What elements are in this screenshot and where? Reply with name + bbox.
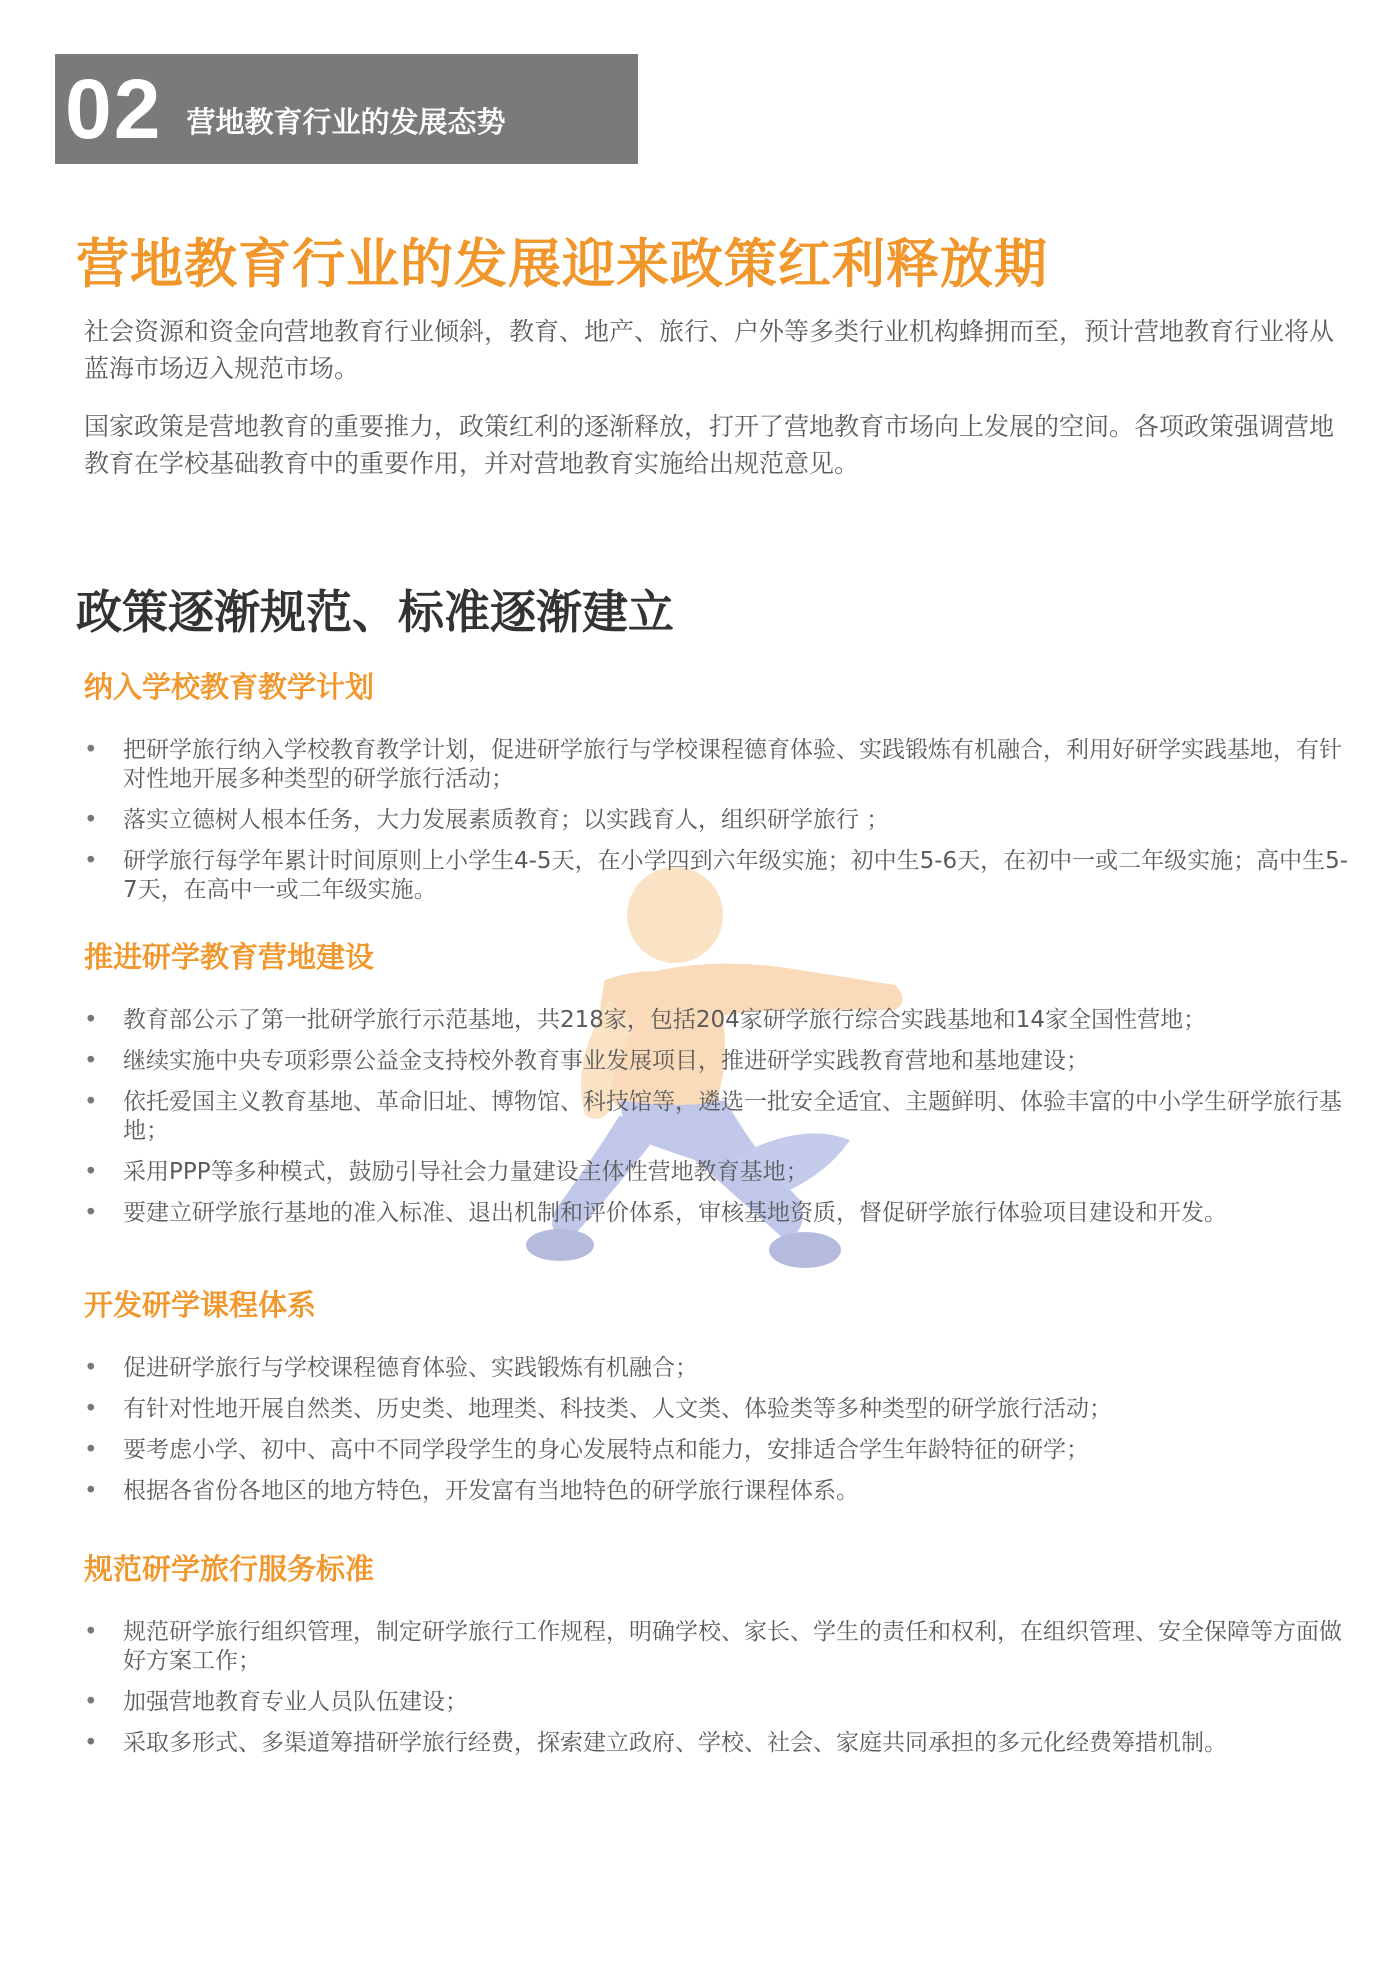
policy-list [84,736,1349,905]
list-item: • 落实立德树人根本任务，大力发展素质教育；以实践育人，组织研学旅行 ； [84,807,890,833]
bullet-icon: • [84,1689,98,1715]
bullet-icon: • [84,1089,98,1115]
bullet-icon: • [84,848,98,874]
section-header-bar [55,54,638,164]
policy-list [84,1354,1349,1506]
list-item: • 要建立研学旅行基地的准入标准、退出机制和评价体系，审核基地资质，督促研学旅行体验项目建设和开发。 [84,1200,1227,1226]
list-item: • 规范研学旅行组织管理，制定研学旅行工作规程，明确学校、家长、学生的责任和权利，在组织管理、安全保障等方面做好方案工作； [84,1619,1342,1674]
list-item: • 采用PPP等多种模式，鼓励引导社会力量建设主体性营地教育基地； [84,1159,809,1185]
policy-heading: 纳入学校教育教学计划 [84,670,375,704]
list-item: • 继续实施中央专项彩票公益金支持校外教育事业发展项目，推进研学实践教育营地和基地建设； [84,1048,1089,1074]
bullet-icon: • [84,1619,98,1645]
list-item: • 有针对性地开展自然类、历史类、地理类、科技类、人文类、体验类等多种类型的研学旅行活动； [84,1396,1112,1422]
policy-list [84,1618,1349,1758]
list-item: • 根据各省份各地区的地方特色，开发富有当地特色的研学旅行课程体系。 [84,1478,859,1504]
policy-heading: 开发研学课程体系 [84,1288,317,1322]
policy-section-service-standards [84,1547,1349,1770]
section-number: 02 [65,62,163,156]
bullet-icon: • [84,1007,98,1033]
policy-list [84,1006,1349,1228]
list-item: • 把研学旅行纳入学校教育教学计划，促进研学旅行与学校课程德育体验、实践锻炼有机融合，利用好研学实践基地，有针对性地开展多种类型的研学旅行活动； [84,737,1342,792]
list-item: • 研学旅行每学年累计时间原则上小学生4-5天，在小学四到六年级实施；初中生5-6天，在初中一或二年级实施；高中生5-7天，在高中一或二年级实施。 [84,848,1349,903]
section-subtitle: 政策逐渐规范、标准逐渐建立 [76,585,674,639]
policy-heading: 规范研学旅行服务标准 [84,1552,375,1586]
section-header-title: 营地教育行业的发展态势 [186,104,506,139]
bullet-icon: • [84,1730,98,1756]
bullet-icon: • [84,1396,98,1422]
intro-paragraph: 国家政策是营地教育的重要推力，政策红利的逐渐释放，打开了营地教育市场向上发展的空间。各项政策强调营地教育在学校基础教育中的重要作用，并对营地教育实施给出规范意见。 [84,412,1335,478]
list-item: • 采取多形式、多渠道筹措研学旅行经费，探索建立政府、学校、社会、家庭共同承担的多元化经费筹措机制。 [84,1730,1227,1756]
bullet-icon: • [84,1159,98,1185]
bullet-icon: • [84,1048,98,1074]
bullet-icon: • [84,1437,98,1463]
intro-text [84,313,1334,503]
list-item: • 加强营地教育专业人员队伍建设； [84,1689,468,1715]
bullet-icon: • [84,737,98,763]
bullet-icon: • [84,807,98,833]
list-item: • 要考虑小学、初中、高中不同学段学生的身心发展特点和能力，安排适合学生年龄特征的研学； [84,1437,1089,1463]
list-item: • 促进研学旅行与学校课程德育体验、实践锻炼有机融合； [84,1355,698,1381]
bullet-icon: • [84,1478,98,1504]
list-item: • 教育部公示了第一批研学旅行示范基地，共218家，包括204家研学旅行综合实践基地和14家全国性营地； [84,1007,1207,1033]
bullet-icon: • [84,1355,98,1381]
page-title: 营地教育行业的发展迎来政策红利释放期 [76,234,1048,295]
policy-section-camp-construction [84,935,1349,1240]
policy-section-course-system [84,1283,1349,1518]
policy-section-curriculum-plan [84,665,1349,917]
policy-heading: 推进研学教育营地建设 [84,940,375,974]
intro-paragraph: 社会资源和资金向营地教育行业倾斜，教育、地产、旅行、户外等多类行业机构蜂拥而至，预计营地教育行业将从蓝海市场迈入规范市场。 [84,317,1335,383]
bullet-icon: • [84,1200,98,1226]
list-item: • 依托爱国主义教育基地、革命旧址、博物馆、科技馆等，遴选一批安全适宜、主题鲜明、体验丰富的中小学生研学旅行基地； [84,1089,1342,1144]
